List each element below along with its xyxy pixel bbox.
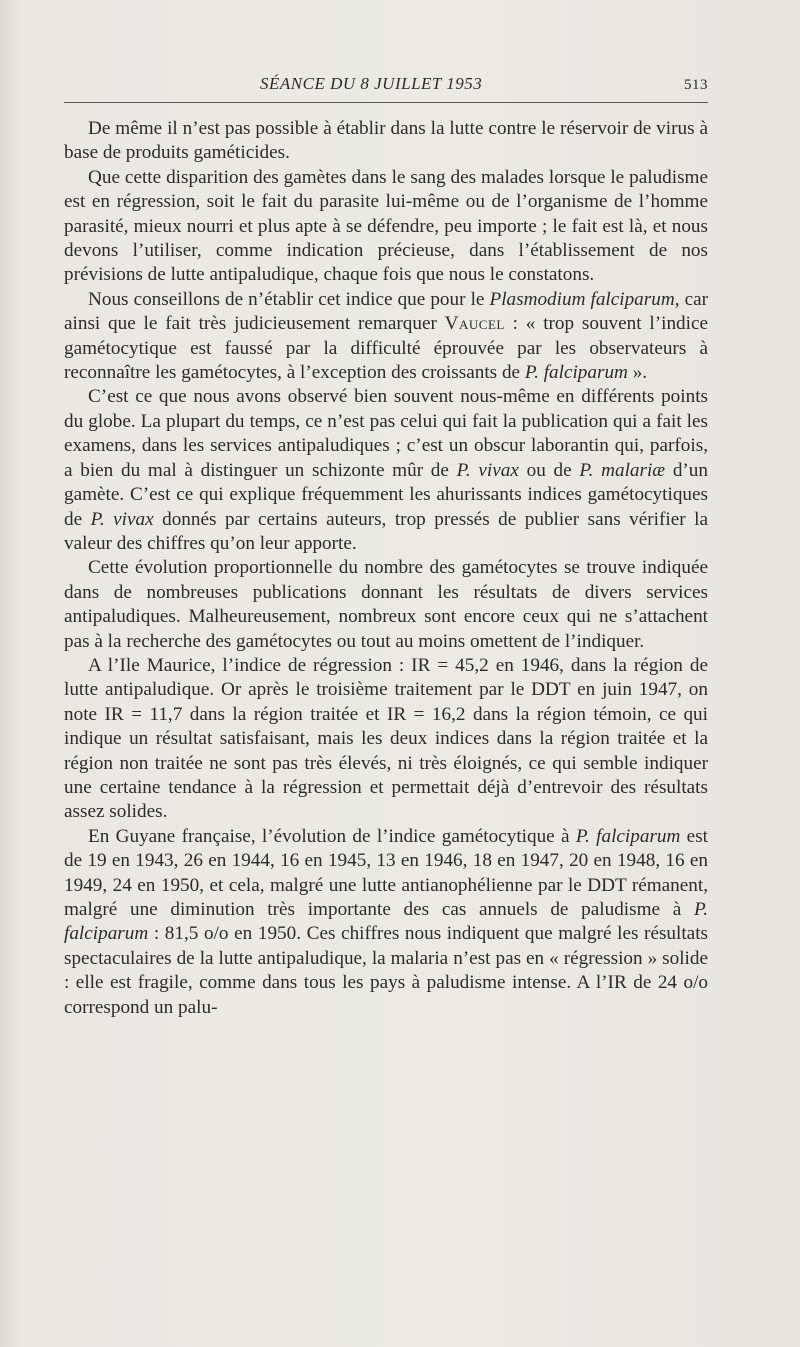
paragraph-2: Que cette disparition des gamètes dans le sang des malades lorsque le paludisme est en régression, soit le fait du parasite lui-même ou de l’organisme de l’homme parasité, mieux nourri et plus apte à se défendre, peu importe ; le fait est là, et nous devons l’utiliser, comme indication précieuse, dans l’établissement de nos prévisions de lutte antipaludique, chaque fois que nous le constatons. <box>64 166 708 286</box>
paragraph-7 <box>64 825 708 1020</box>
author-name: Vaucel <box>444 313 505 335</box>
paragraph-3-text-a: Nous conseillons de n’établir cet indice que pour le <box>88 288 490 310</box>
species-name: P. vivax <box>456 459 519 481</box>
species-name: P. malariæ <box>579 459 666 481</box>
paragraph-5: Cette évolution proportionnelle du nombre des gamétocytes se trouve indiquée dans de nombreuses publications donnant les résultats de divers services antipaludiques. Malheureusement, nombreux sont encore ceux qui ne s’attachent pas à la recherche des gamétocytes ou tout au moins omettent de l’indiquer. <box>64 557 708 652</box>
paragraph-4-text-c: d’un gamète. C’est ce qui explique fréquemment les ahurissants indices gamétocytiques de <box>64 459 708 530</box>
paragraph-4-text-d: donnés par certains auteurs, trop pressés de publier sans vérifier la valeur des chiffres qu’on leur apporte. <box>64 508 708 554</box>
species-name: P. falciparum <box>575 825 681 847</box>
paragraph-4-text-a: C’est ce que nous avons observé bien souvent nous-même en différents points du globe. La plupart du temps, ce n’est pas celui qui fait la publication qui a fait les examens, dans les services antipaludiques ; c’est un obscur laborantin qui, parfois, a bien du mal à distinguer un schizonte mûr de <box>64 386 708 481</box>
species-name: Plasmodium falciparum <box>489 288 675 310</box>
running-title: SÉANCE DU 8 JUILLET 1953 <box>260 74 483 93</box>
paragraph-3 <box>64 288 708 386</box>
paragraph-3-text-c: : « trop souvent l’indice gamétocytique est faussé par la difficulté éprouvée par les observateurs à reconnaître les gamétocytes, à l’exception des croissants de <box>64 313 708 384</box>
species-name: P. falciparum <box>524 362 628 384</box>
header-rule <box>64 102 708 103</box>
paragraph-3-text-b: , car ainsi que le fait très judicieusement remarquer <box>64 288 708 335</box>
body-text <box>64 117 708 1020</box>
paragraph-3-text-d: ». <box>627 362 648 384</box>
paragraph-4-text-b: ou de <box>518 459 580 481</box>
paragraph-4 <box>64 385 708 556</box>
page-header <box>64 74 708 98</box>
paragraph-7-text-a: En Guyane française, l’évolution de l’indice gamétocytique à <box>88 825 576 847</box>
paragraph-7-text-c: : 81,5 o/o en 1950. Ces chiffres nous indiquent que malgré les résultats spectaculaires de la lutte antipaludique, la malaria n’est pas en « régression » solide : elle est fragile, comme dans tous les pays à paludisme intense. A l’IR de 24 o/o correspond un palu- <box>64 923 708 1018</box>
paragraph-1: De même il n’est pas possible à établir dans la lutte contre le réservoir de virus à base de produits gaméticides. <box>64 118 708 164</box>
page-number: 513 <box>684 77 708 93</box>
species-name: P. falciparum <box>64 899 708 945</box>
species-name: P. vivax <box>90 508 154 530</box>
paragraph-7-text-b: est de 19 en 1943, 26 en 1944, 16 en 1945, 13 en 1946, 18 en 1947, 20 en 1948, 16 en 1949, 24 en 1950, et cela, malgré une lutte antianophélienne par le DDT rémanent, malgré une diminution très importante des cas annuels de paludisme à <box>64 825 708 920</box>
paragraph-6: A l’Ile Maurice, l’indice de régression : IR = 45,2 en 1946, dans la région de lutte antipaludique. Or après le troisième traitement par le DDT en juin 1947, on note IR = 11,7 dans la région traitée et IR = 16,2 dans la région témoin, ce qui indique un résultat satisfaisant, mais les deux indices dans la région traitée et la région non traitée ne sont pas très élevés, ni très éloignés, ce qui semble indiquer une certaine tendance à la régression et permettait déjà d’entrevoir des résultats assez solides. <box>64 654 708 823</box>
